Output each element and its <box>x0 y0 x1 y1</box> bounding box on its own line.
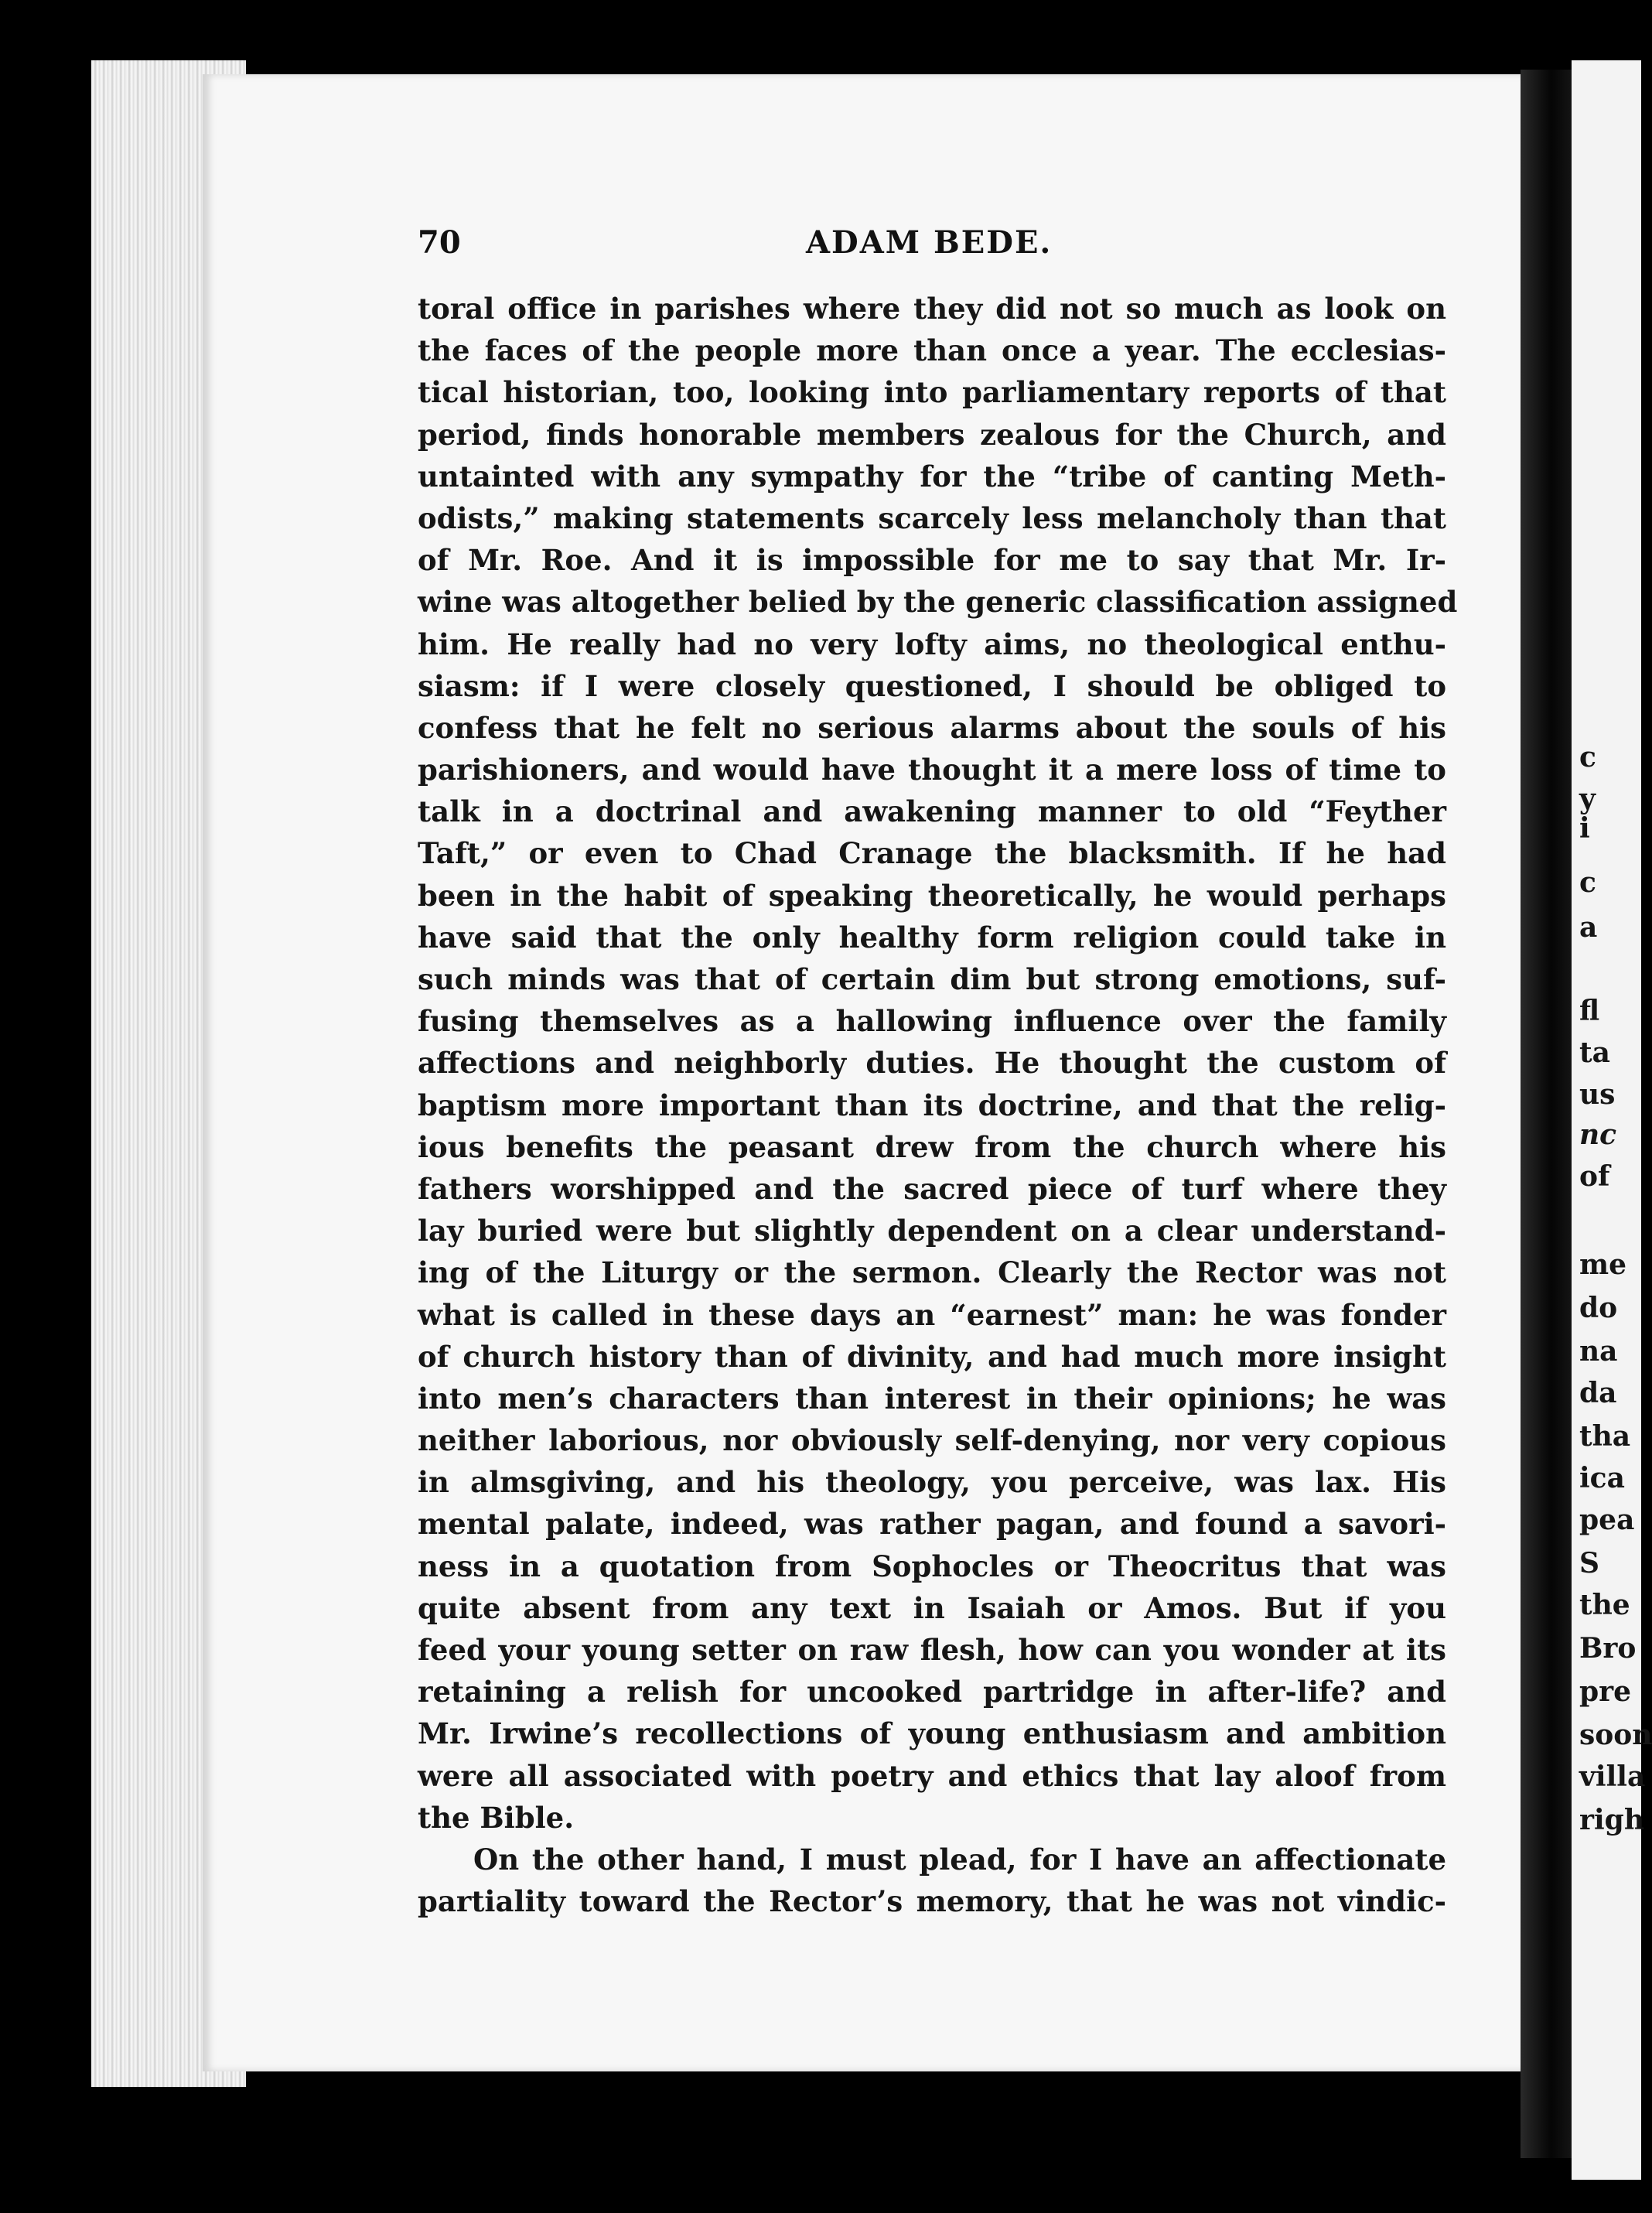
text-line: feed your young setter on raw flesh, how can you wonder at its <box>418 1633 1446 1667</box>
facing-page-fragment: ta <box>1579 1036 1610 1069</box>
facing-page-fragment: i <box>1579 812 1590 845</box>
body-text <box>418 288 1458 1922</box>
facing-page-fragment: of <box>1579 1160 1610 1193</box>
facing-page-fragment: tha <box>1579 1420 1631 1453</box>
running-head <box>418 224 1446 263</box>
facing-page-fragment: c <box>1579 866 1596 899</box>
text-line: into men’s characters than interest in their opinions; he was <box>418 1381 1446 1416</box>
text-line: such minds was that of certain dim but strong emotions, suf- <box>418 962 1446 996</box>
facing-page-fragment: ica <box>1579 1462 1625 1494</box>
facing-page-fragment: c <box>1579 741 1596 774</box>
text-line: toral office in parishes where they did not so much as look on <box>418 292 1446 326</box>
text-line: neither laborious, nor obviously self-denying, nor very copious <box>418 1423 1446 1458</box>
facing-page-fragment: da <box>1579 1377 1617 1409</box>
facing-page-fragment: pre <box>1579 1675 1632 1708</box>
facing-page-fragment: righ <box>1579 1804 1644 1836</box>
facing-page-fragment: a <box>1579 911 1598 944</box>
text-line: lay buried were but slightly dependent on a clear understand- <box>418 1214 1446 1248</box>
text-line: fusing themselves as a hallowing influence over the family <box>418 1004 1446 1039</box>
facing-page-fragment: y <box>1579 783 1596 815</box>
page-number: 70 <box>418 224 461 261</box>
text-line: tical historian, too, looking into parliamentary reports of that <box>418 375 1446 410</box>
text-line: the faces of the people more than once a year. The ecclesias- <box>418 333 1446 368</box>
text-line: ness in a quotation from Sophocles or Theocritus that was <box>418 1549 1446 1583</box>
facing-page-fragment: na <box>1579 1335 1618 1368</box>
facing-page-fragment: villa <box>1579 1760 1646 1793</box>
paragraph-end-line: the Bible. <box>418 1800 575 1835</box>
facing-page-fragment: us <box>1579 1078 1616 1111</box>
facing-page-fragment: me <box>1579 1248 1626 1281</box>
text-line: him. He really had no very lofty aims, no theological enthu- <box>418 627 1446 661</box>
text-line: what is called in these days an “earnest” man: he was fonder <box>418 1297 1446 1332</box>
paragraph-start-line: On the other hand, I must plead, for I have an affectionate <box>473 1842 1446 1877</box>
text-line: ious benefits the peasant drew from the church where his <box>418 1129 1446 1164</box>
text-line: parishioners, and would have thought it a mere loss of time to <box>418 753 1446 787</box>
facing-page-text <box>1575 0 1652 2213</box>
text-line: of Mr. Roe. And it is impossible for me to say that Mr. Ir- <box>418 543 1446 578</box>
text-line: odists,” making statements scarcely less melancholy than that <box>418 500 1446 535</box>
text-line: Taft,” or even to Chad Cranage the blacksmith. If he had <box>418 836 1446 871</box>
text-line: have said that the only healthy form religion could take in <box>418 920 1446 955</box>
text-line: ing of the Liturgy or the sermon. Clearly the Rector was not <box>418 1255 1446 1290</box>
text-line: confess that he felt no serious alarms about the souls of his <box>418 710 1446 745</box>
facing-page-fragment: do <box>1579 1292 1618 1324</box>
text-line: fathers worshipped and the sacred piece of turf where they <box>418 1171 1446 1206</box>
text-line: been in the habit of speaking theoretically, he would perhaps <box>418 878 1446 913</box>
text-line: talk in a doctrinal and awakening manner to old “Feyther <box>418 794 1446 829</box>
text-line: mental palate, indeed, was rather pagan, and found a savori- <box>418 1507 1446 1542</box>
text-line: of church history than of divinity, and had much more insight <box>418 1339 1446 1374</box>
facing-page-fragment: soon <box>1579 1719 1652 1751</box>
text-line: baptism more important than its doctrine, and that the relig- <box>418 1088 1446 1122</box>
running-title: ADAM BEDE. <box>806 224 1053 261</box>
facing-page-fragment: nc <box>1579 1118 1617 1151</box>
text-line: Mr. Irwine’s recollections of young enthusiasm and ambition <box>418 1716 1446 1751</box>
text-line: affections and neighborly duties. He thought the custom of <box>418 1046 1446 1081</box>
book-gutter <box>1521 70 1572 2158</box>
facing-page-fragment: the <box>1579 1589 1630 1621</box>
facing-page-fragment: fl <box>1579 995 1600 1027</box>
text-line: wine was altogether belied by the generic classification assigned <box>418 585 1458 620</box>
facing-page-fragment: pea <box>1579 1504 1635 1536</box>
text-line: in almsgiving, and his theology, you perceive, was lax. His <box>418 1465 1446 1500</box>
text-line: period, finds honorable members zealous for the Church, and <box>418 417 1446 452</box>
text-line: siasm: if I were closely questioned, I should be obliged to <box>418 668 1446 703</box>
text-line: untainted with any sympathy for the “tribe of canting Meth- <box>418 459 1446 493</box>
facing-page-fragment: Bro <box>1579 1632 1637 1665</box>
text-line: quite absent from any text in Isaiah or Amos. But if you <box>418 1590 1446 1625</box>
facing-page-fragment: S <box>1579 1547 1599 1579</box>
text-line: partiality toward the Rector’s memory, that he was not vindic- <box>418 1884 1446 1919</box>
text-line: retaining a relish for uncooked partridge in after-life? and <box>418 1675 1446 1709</box>
text-line: were all associated with poetry and ethics that lay aloof from <box>418 1758 1446 1793</box>
